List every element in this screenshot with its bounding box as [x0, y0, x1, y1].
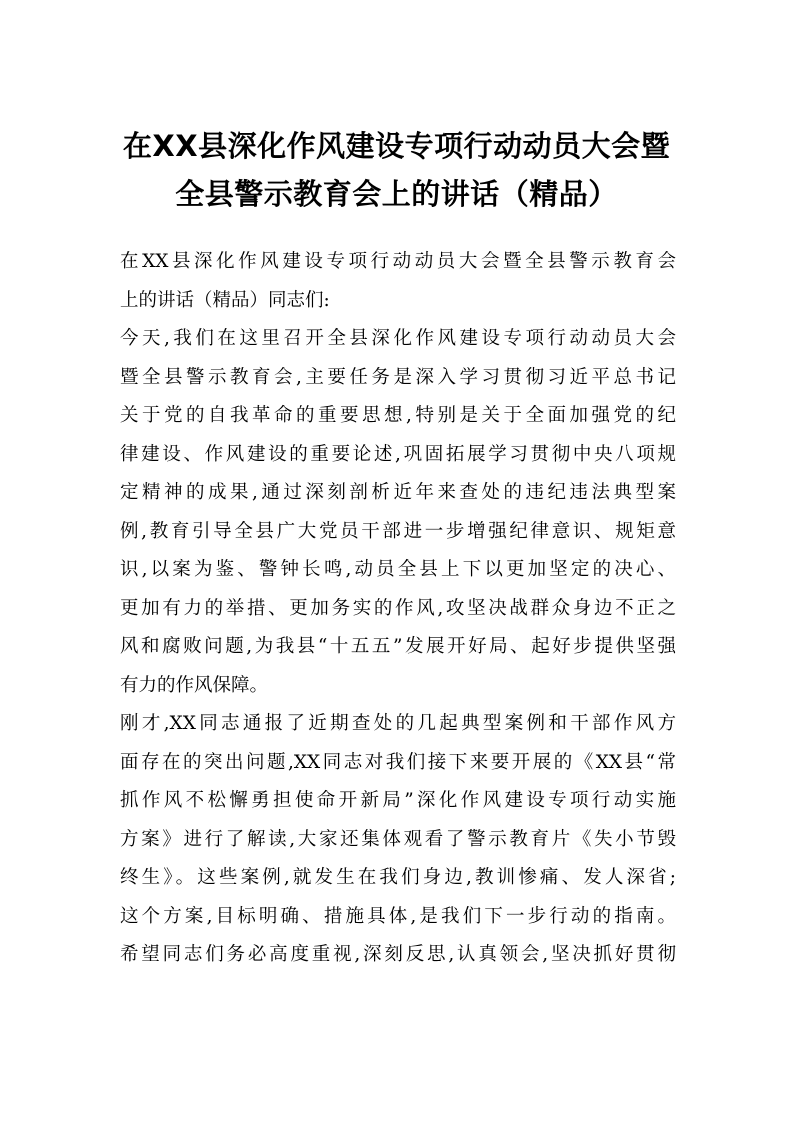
- body-line: 风和腐败问题,为我县“十五五”发展开好局、起好步提供坚强: [120, 636, 676, 657]
- body-line: 今天,我们在这里召开全县深化作风建设专项行动动员大会: [120, 328, 676, 349]
- body-line: 上的讲话（精品）同志们:: [120, 289, 330, 311]
- body-line: 更加有力的举措、更加务实的作风,攻坚决战群众身边不正之: [120, 597, 676, 619]
- body-line: 暨全县警示教育会,主要任务是深入学习贯彻习近平总书记: [120, 366, 676, 388]
- body-line: 例,教育引导全县广大党员干部进一步增强纪律意识、规矩意: [120, 520, 676, 542]
- body-line: 刚才,XX同志通报了近期查处的几起典型案例和干部作风方: [120, 713, 676, 734]
- document-title: [110, 122, 683, 218]
- body-line: 这个方案,目标明确、措施具体,是我们下一步行动的指南。: [120, 905, 676, 927]
- body-line: 面存在的突出问题,XX同志对我们接下来要开展的《XX县“常: [120, 751, 676, 773]
- body-line: 有力的作风保障。: [120, 674, 269, 696]
- title-line-2: 全县警示教育会上的讲话（精品）: [175, 177, 618, 211]
- body-line: 抓作风不松懈勇担使命开新局”深化作风建设专项行动实施: [120, 790, 676, 811]
- body-line: 律建设、作风建设的重要论述,巩固拓展学习贯彻中央八项规: [120, 443, 676, 465]
- body-line: 在XX县深化作风建设专项行动动员大会暨全县警示教育会: [120, 251, 676, 272]
- body-line: 终生》。这些案例,就发生在我们身边,教训惨痛、发人深省;: [120, 867, 676, 888]
- body-line: 定精神的成果,通过深刻剖析近年来查处的违纪违法典型案: [120, 482, 676, 503]
- title-line-1: 在XX县深化作风建设专项行动动员大会暨: [122, 129, 671, 163]
- body-line: 关于党的自我革命的重要思想,特别是关于全面加强党的纪: [120, 405, 676, 426]
- document-body: [120, 243, 676, 975]
- body-line: 方案》进行了解读,大家还集体观看了警示教育片《失小节毁: [120, 828, 676, 850]
- body-line: 希望同志们务必高度重视,深刻反思,认真领会,坚决抓好贯彻: [120, 944, 676, 965]
- body-line: 识,以案为鉴、警钟长鸣,动员全县上下以更加坚定的决心、: [120, 559, 676, 580]
